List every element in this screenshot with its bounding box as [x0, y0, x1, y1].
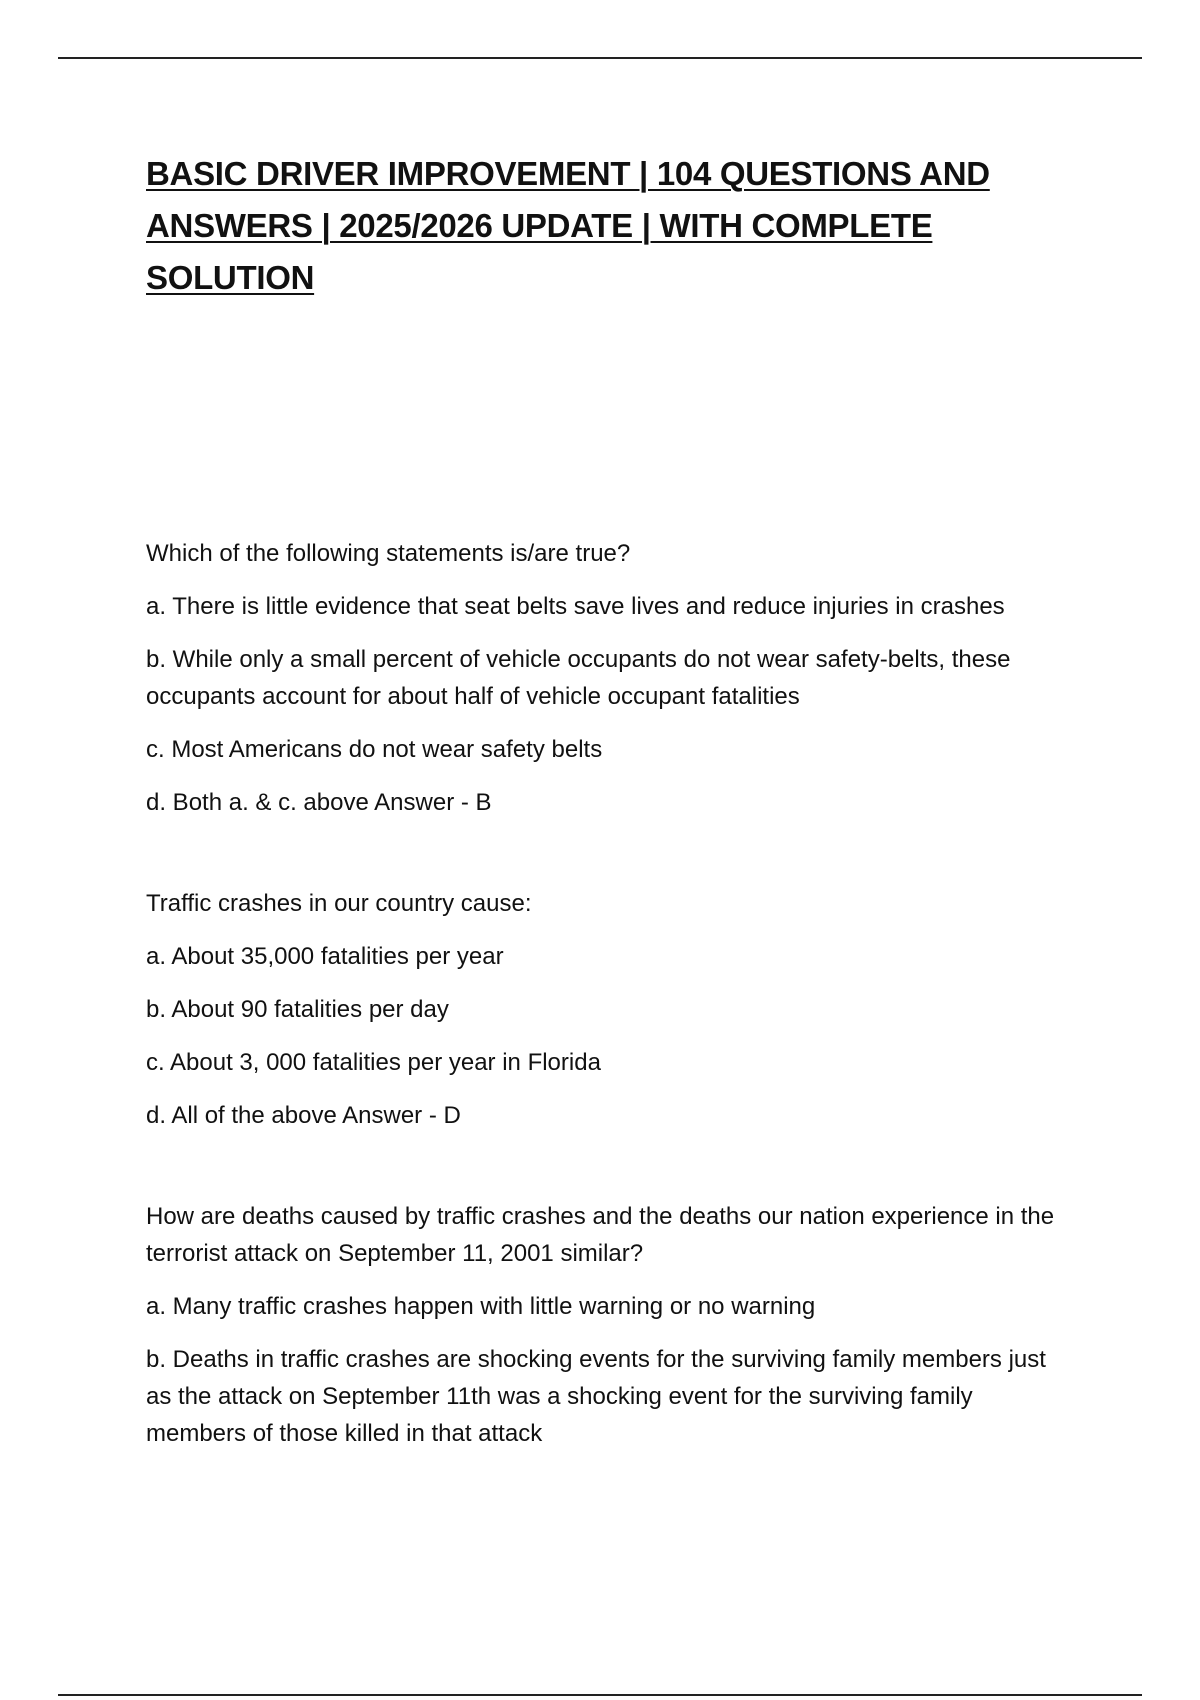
question-stem: Traffic crashes in our country cause:	[146, 890, 532, 917]
answer-option: d. All of the above Answer - D	[146, 1102, 461, 1129]
answer-option: b. About 90 fatalities per day	[146, 996, 449, 1023]
answer-option: c. About 3, 000 fatalities per year in Florida	[146, 1049, 601, 1076]
answer-option: b. Deaths in traffic crashes are shocking events for the surviving family members just as the attack on September 11th was a shocking event for the surviving family members of those killed in that attack	[146, 1346, 1046, 1447]
answer-option: d. Both a. & c. above Answer - B	[146, 789, 492, 816]
answer-option: a. Many traffic crashes happen with little warning or no warning	[146, 1293, 816, 1320]
header-rule	[58, 57, 1142, 59]
question-stem: How are deaths caused by traffic crashes and the deaths our nation experience in the terrorist attack on September 11, 2001 similar?	[146, 1203, 1055, 1267]
document-title: BASIC DRIVER IMPROVEMENT | 104 QUESTIONS AND ANSWERS | 2025/2026 UPDATE | WITH COMPLETE SOLUTION	[146, 155, 990, 296]
question-stem: Which of the following statements is/are true?	[146, 540, 631, 567]
question-1	[146, 535, 1066, 821]
answer-option: b. While only a small percent of vehicle occupants do not wear safety-belts, these occupants account for about half of vehicle occupant fatalities	[146, 646, 1011, 710]
footer-rule	[58, 1694, 1142, 1696]
answer-option: c. Most Americans do not wear safety belts	[146, 736, 603, 763]
answer-option: a. There is little evidence that seat belts save lives and reduce injuries in crashes	[146, 593, 1005, 620]
question-2	[146, 885, 1066, 1134]
question-3	[146, 1198, 1066, 1452]
document-header	[146, 148, 1066, 304]
answer-option: a. About 35,000 fatalities per year	[146, 943, 504, 970]
question-list	[146, 535, 1066, 1516]
